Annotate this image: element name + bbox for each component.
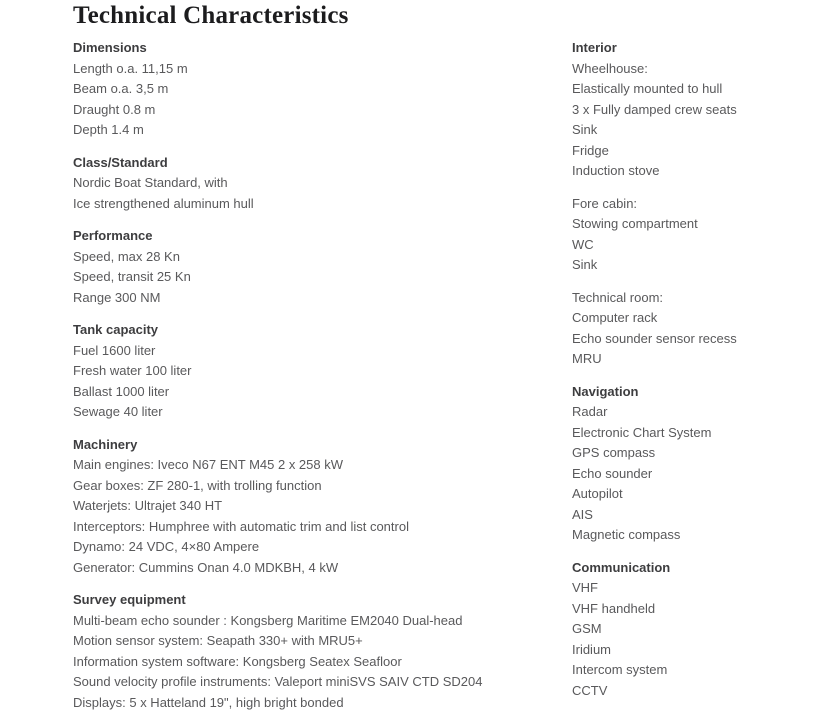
spec-line: GSM xyxy=(572,621,602,636)
spec-section xyxy=(73,38,572,141)
spec-line: Echo sounder xyxy=(572,465,653,481)
spec-line: Radar xyxy=(572,404,608,419)
left-column xyxy=(73,38,572,723)
spec-line: Speed, transit 25 Kn xyxy=(73,269,191,284)
section-heading: Communication xyxy=(572,559,671,575)
spec-line: 3 x Fully damped crew seats xyxy=(572,101,737,117)
spec-line: Motion sensor system: Seapath 330+ with MRU5+ xyxy=(73,633,363,648)
spec-line: Magnetic compass xyxy=(572,527,681,542)
spec-line: Length o.a. 11,15 m xyxy=(73,60,188,76)
spec-section xyxy=(572,382,820,546)
spec-section xyxy=(572,194,820,276)
spec-section xyxy=(572,558,820,702)
section-heading: Tank capacity xyxy=(73,322,159,337)
right-column xyxy=(572,38,820,723)
spec-line: Waterjets: Ultrajet 340 HT xyxy=(73,498,223,513)
spec-line: Ice strengthened aluminum hull xyxy=(73,195,254,211)
spec-line: Gear boxes: ZF 280-1, with trolling function xyxy=(73,477,322,493)
spec-line: Dynamo: 24 VDC, 4×80 Ampere xyxy=(73,539,260,554)
spec-line: VHF xyxy=(572,580,598,595)
spec-line: Computer rack xyxy=(572,310,658,325)
spec-line: Range 300 NM xyxy=(73,289,161,305)
spec-line: GPS compass xyxy=(572,445,656,460)
spec-line: Stowing compartment xyxy=(572,216,698,231)
spec-line: Sink xyxy=(572,122,598,137)
spec-line: Iridium xyxy=(572,641,612,657)
spec-line: AIS xyxy=(572,506,593,522)
spec-line: WC xyxy=(572,236,594,252)
spec-section xyxy=(73,226,572,308)
section-heading: Navigation xyxy=(572,383,639,399)
spec-line: Fore cabin: xyxy=(572,195,638,211)
spec-section xyxy=(73,435,572,579)
spec-line: Echo sounder sensor recess xyxy=(572,330,737,346)
section-heading: Dimensions xyxy=(73,40,147,55)
section-heading: Interior xyxy=(572,40,617,55)
spec-line: Depth 1.4 m xyxy=(73,122,144,137)
spec-line: Main engines: Iveco N67 ENT M45 2 x 258 kW xyxy=(73,457,343,472)
spec-line: Fridge xyxy=(572,142,609,158)
spec-line: Induction stove xyxy=(572,163,660,178)
spec-line: MRU xyxy=(572,351,602,366)
spec-section xyxy=(572,288,820,370)
spec-line: VHF handheld xyxy=(572,600,656,616)
spec-line: Interceptors: Humphree with automatic trim and list control xyxy=(73,518,409,534)
spec-section xyxy=(73,320,572,423)
spec-line: Sink xyxy=(572,257,598,272)
spec-line: Information system software: Kongsberg Seatex Seafloor xyxy=(73,653,402,669)
section-heading: Survey equipment xyxy=(73,592,186,607)
spec-line: Multi-beam echo sounder : Kongsberg Maritime EM2040 Dual-head xyxy=(73,612,463,628)
spec-line: Technical room: xyxy=(572,289,664,305)
spec-line: Autopilot xyxy=(572,486,623,501)
spec-line: Ballast 1000 liter xyxy=(73,383,170,399)
page-title: Technical Characteristics xyxy=(73,2,349,29)
spec-line: Nordic Boat Standard, with xyxy=(73,175,228,190)
spec-section xyxy=(73,590,572,713)
spec-line: Elastically mounted to hull xyxy=(572,81,723,96)
spec-line: Beam o.a. 3,5 m xyxy=(73,81,169,96)
spec-line: Sewage 40 liter xyxy=(73,404,163,419)
spec-line: Draught 0.8 m xyxy=(73,101,156,117)
spec-line: Electronic Chart System xyxy=(572,424,712,440)
spec-line: Displays: 5 x Hatteland 19", high bright bonded xyxy=(73,694,344,710)
spec-line: Sound velocity profile instruments: Valeport miniSVS SAIV CTD SD204 xyxy=(73,674,483,689)
spec-section xyxy=(73,153,572,215)
section-heading: Machinery xyxy=(73,436,138,452)
spec-line: CCTV xyxy=(572,682,608,698)
spec-columns xyxy=(73,38,820,723)
section-heading: Performance xyxy=(73,228,153,243)
spec-line: Wheelhouse: xyxy=(572,60,648,76)
section-heading: Class/Standard xyxy=(73,154,168,170)
spec-section xyxy=(572,38,820,182)
spec-line: Intercom system xyxy=(572,662,668,677)
spec-line: Fuel 1600 liter xyxy=(73,342,156,358)
spec-line: Speed, max 28 Kn xyxy=(73,248,180,264)
spec-line: Fresh water 100 liter xyxy=(73,363,192,378)
spec-line: Generator: Cummins Onan 4.0 MDKBH, 4 kW xyxy=(73,559,339,575)
